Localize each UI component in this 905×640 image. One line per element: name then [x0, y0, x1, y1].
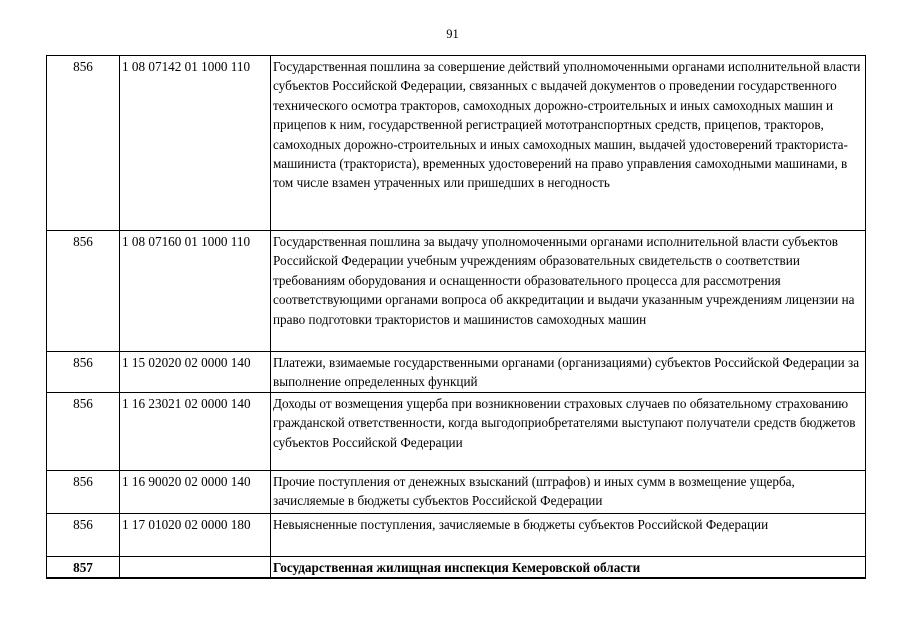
income-code-cell: 1 17 01020 02 0000 180: [120, 514, 271, 557]
income-code-cell: 1 15 02020 02 0000 140: [120, 352, 271, 393]
table-row: [47, 557, 866, 579]
table-row: [47, 231, 866, 352]
description-cell: Государственная жилищная инспекция Кемеровской области: [271, 557, 866, 579]
description-cell: Доходы от возмещения ущерба при возникновении страховых случаев по обязательному страхованию гражданской ответственности, когда выгодоприобретателями выступают получатели средств бюджетов субъектов Российской Федерации: [271, 393, 866, 471]
page-number: 91: [446, 27, 459, 41]
income-code-cell: 1 16 90020 02 0000 140: [120, 471, 271, 514]
admin-code-cell: 856: [47, 514, 120, 557]
admin-code-cell: 856: [47, 352, 120, 393]
description-cell: Невыясненные поступления, зачисляемые в бюджеты субъектов Российской Федерации: [271, 514, 866, 557]
description-cell: Платежи, взимаемые государственными органами (организациями) субъектов Российской Федерации за выполнение определенных функций: [271, 352, 866, 393]
description-cell: Государственная пошлина за выдачу уполномоченными органами исполнительной власти субъектов Российской Федерации учебным учреждениям образовательных свидетельств о соответствии требованиям оборудования и оснащенности образовательного процесса для рассмотрения соответствующими органами вопроса об аккредитации и выдачи указанным учреждениям лицензии на право подготовки трактористов и машинистов самоходных машин: [271, 231, 866, 352]
income-code-cell: [120, 557, 271, 579]
admin-code-cell: 856: [47, 56, 120, 231]
table-row: [47, 56, 866, 231]
table-row: [47, 393, 866, 471]
income-code-cell: 1 08 07142 01 1000 110: [120, 56, 271, 231]
admin-code-cell: 856: [47, 471, 120, 514]
income-code-cell: 1 16 23021 02 0000 140: [120, 393, 271, 471]
budget-revenue-table: [46, 55, 866, 579]
admin-code-cell: 856: [47, 393, 120, 471]
admin-code-cell: 857: [47, 557, 120, 579]
description-cell: Государственная пошлина за совершение действий уполномоченными органами исполнительной власти субъектов Российской Федерации, связанных с выдачей документов о проведении государственного технического осмотра тракторов, самоходных дорожно-строительных и иных самоходных машин и прицепов к ним, государственной регистрацией мототранспортных средств, прицепов, тракторов, самоходных дорожно-строительных и иных самоходных машин, выдачей удостоверений тракториста-машиниста (тракториста), временных удостоверений на право управления самоходными машинами, в том числе взамен утраченных или пришедших в негодность: [271, 56, 866, 231]
admin-code-cell: 856: [47, 231, 120, 352]
description-cell: Прочие поступления от денежных взысканий (штрафов) и иных сумм в возмещение ущерба, зачисляемые в бюджеты субъектов Российской Федерации: [271, 471, 866, 514]
income-code-cell: 1 08 07160 01 1000 110: [120, 231, 271, 352]
table-row: [47, 514, 866, 557]
table-row: [47, 352, 866, 393]
table-row: [47, 471, 866, 514]
